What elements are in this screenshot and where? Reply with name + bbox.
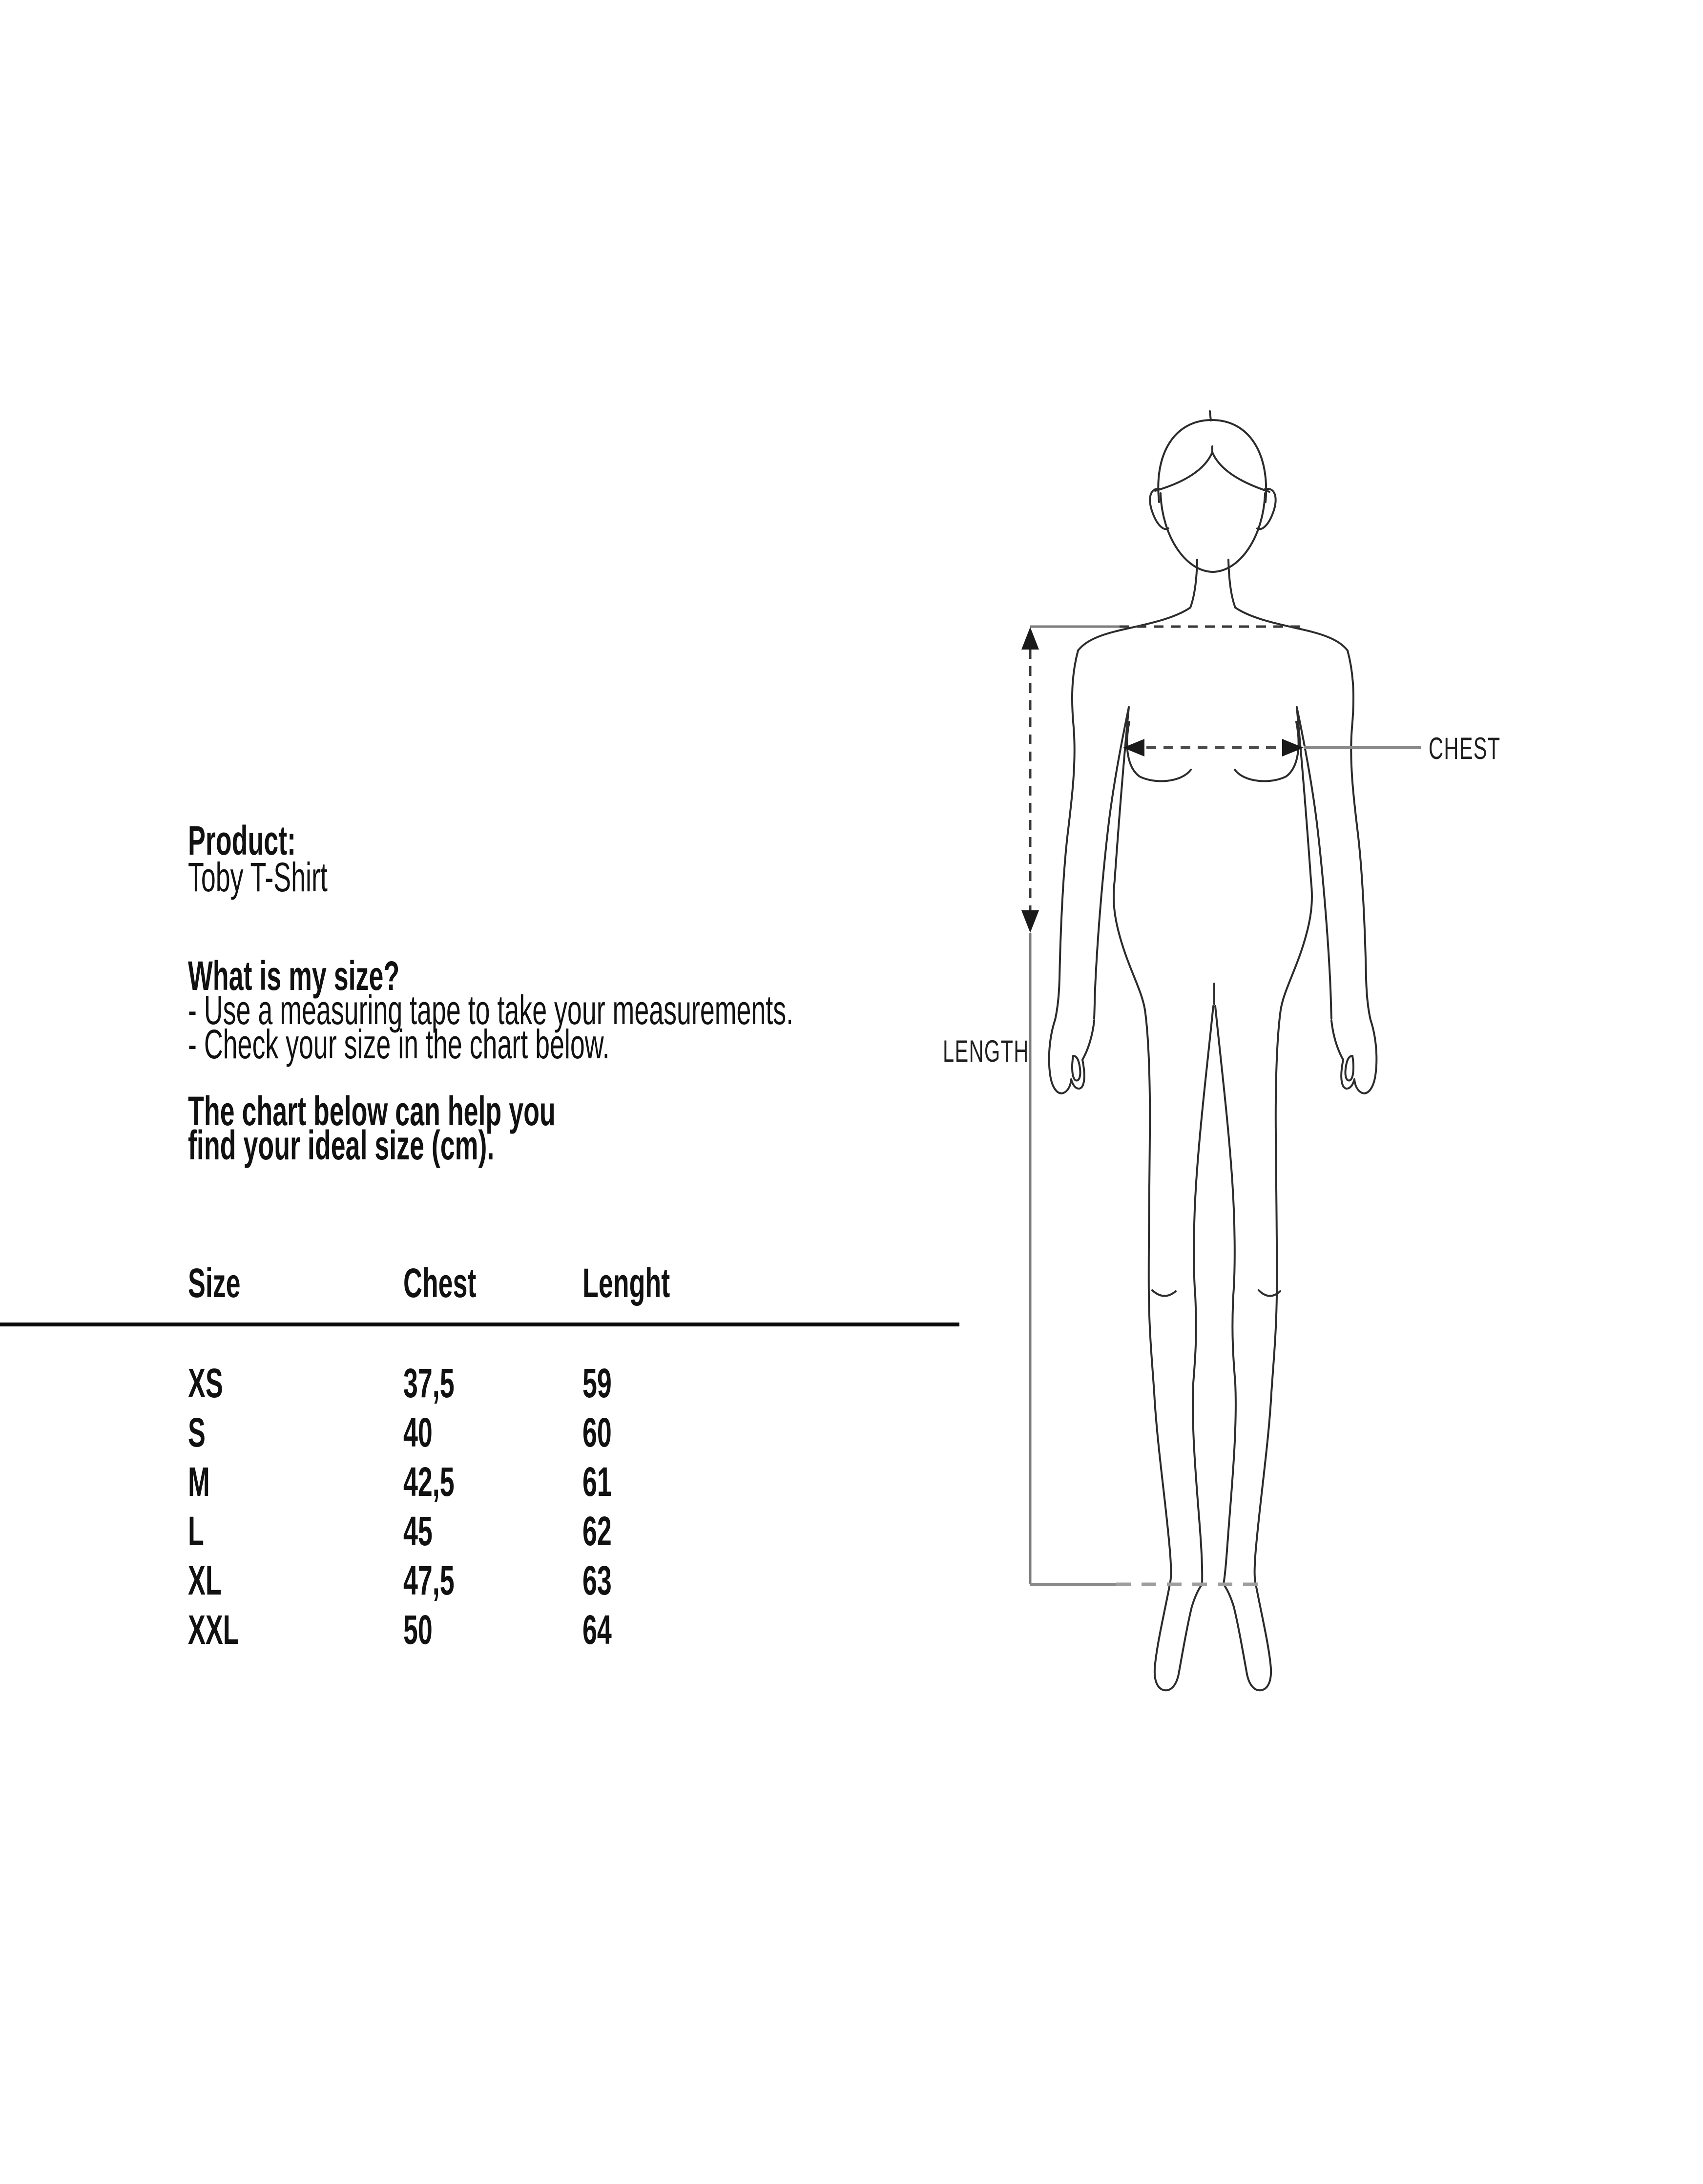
figure-crown-tick	[1210, 411, 1211, 420]
size-value: XL	[188, 1557, 222, 1603]
size-value: XS	[188, 1360, 223, 1406]
table-row	[0, 1508, 1074, 1558]
length-label-text: LENGTH	[943, 1034, 1029, 1069]
figure-inner-leg-left	[1193, 1006, 1213, 1584]
chest-value: 42,5	[403, 1459, 455, 1505]
chest-value: 50	[403, 1607, 433, 1653]
product-label-line	[188, 818, 406, 863]
figure-hand-right	[1354, 1020, 1376, 1093]
figure-foot-right	[1224, 1584, 1271, 1690]
column-header-chest: Chest	[403, 1260, 477, 1306]
length-value: 63	[582, 1557, 612, 1603]
length-value: 64	[582, 1607, 612, 1653]
size-value: S	[188, 1409, 206, 1455]
chest-value: 40	[403, 1409, 433, 1455]
chest-value: 47,5	[403, 1557, 455, 1603]
product-name: Toby T-Shirt	[188, 854, 328, 900]
figure-face	[1161, 493, 1265, 572]
sizing-help-block	[188, 953, 1134, 1067]
table-separator-line	[0, 1323, 959, 1326]
note-line	[188, 1122, 762, 1168]
chest-measure-label	[1429, 734, 1538, 764]
product-block	[188, 818, 406, 900]
size-value: XXL	[188, 1607, 239, 1653]
column-header-size: Size	[188, 1260, 241, 1306]
note-line-2: find your ideal size (cm).	[188, 1122, 495, 1168]
chest-label-text: CHEST	[1429, 732, 1501, 766]
figure-foot-left	[1155, 1584, 1202, 1690]
figure-shoulder-left	[1078, 608, 1190, 651]
figure-knee-left	[1152, 1290, 1176, 1296]
figure-inner-leg-right	[1215, 1006, 1236, 1584]
figure-hair-dome	[1158, 420, 1266, 502]
sizing-help-heading: What is my size?	[188, 953, 400, 999]
table-row	[0, 1409, 1074, 1459]
length-value: 60	[582, 1409, 612, 1455]
figure-torso-leg-left	[1114, 707, 1171, 1584]
column-header-length: Lenght	[582, 1260, 670, 1306]
figure-arm-outer-right	[1348, 651, 1371, 1020]
chart-note-block	[188, 1088, 762, 1168]
product-name-line	[188, 854, 406, 900]
figure-hand-right-thumb	[1345, 1056, 1353, 1080]
product-label: Product:	[188, 818, 296, 863]
length-arrow-down-icon	[1021, 910, 1039, 933]
sizing-instruction-1: - Use a measuring tape to take your measurements.	[188, 987, 794, 1033]
length-arrow-up-icon	[1021, 627, 1039, 650]
length-value: 61	[582, 1459, 612, 1505]
chest-value: 45	[403, 1508, 433, 1554]
table-row	[0, 1459, 1074, 1509]
chest-measure-lines	[1123, 739, 1421, 756]
size-table-rows	[0, 1360, 1074, 1708]
note-line-1: The chart below can help you	[188, 1088, 556, 1134]
table-row	[0, 1360, 1074, 1410]
length-value: 59	[582, 1360, 612, 1406]
figure-torso-leg-right	[1255, 707, 1312, 1584]
figure-hair-sweep-left	[1155, 452, 1212, 491]
table-row	[0, 1557, 1074, 1607]
sizing-instruction-2: - Check your size in the chart below.	[188, 1021, 610, 1067]
size-value: L	[188, 1508, 204, 1554]
figure-shoulder-right	[1235, 608, 1348, 651]
size-table-header	[0, 1260, 1074, 1310]
table-row	[0, 1607, 1074, 1657]
length-value: 62	[582, 1508, 612, 1554]
size-value: M	[188, 1459, 210, 1505]
chest-value: 37,5	[403, 1360, 455, 1406]
